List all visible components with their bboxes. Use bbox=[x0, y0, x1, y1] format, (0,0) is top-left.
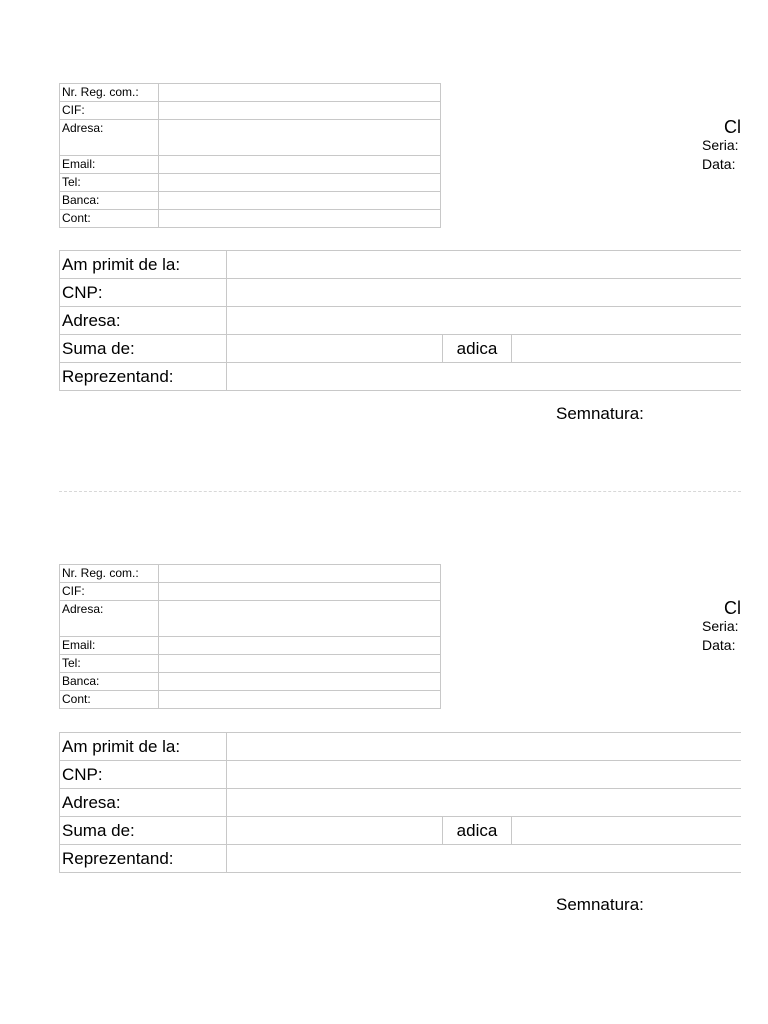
address-field[interactable] bbox=[227, 789, 742, 817]
representing-label: Reprezentand: bbox=[60, 845, 227, 873]
representing-label: Reprezentand: bbox=[60, 363, 227, 391]
adica-label: adica bbox=[443, 335, 512, 363]
sum-label: Suma de: bbox=[60, 335, 227, 363]
email-label: Email: bbox=[60, 637, 159, 655]
receipt-details-table bbox=[59, 250, 741, 391]
seria-label: Seria: bbox=[702, 618, 739, 634]
receipt-title: Cl bbox=[724, 598, 741, 618]
sum-label: Suma de: bbox=[60, 817, 227, 845]
receipt-title: Cl bbox=[724, 117, 741, 137]
company-address-label: Adresa: bbox=[60, 120, 159, 156]
tel-value[interactable] bbox=[159, 174, 441, 192]
company-address-value[interactable] bbox=[159, 601, 441, 637]
receipt-1 bbox=[0, 83, 768, 513]
reg-com-value[interactable] bbox=[159, 565, 441, 583]
banca-label: Banca: bbox=[60, 673, 159, 691]
reg-com-label: Nr. Reg. com.: bbox=[60, 84, 159, 102]
signature-label: Semnatura: bbox=[556, 895, 644, 914]
banca-value[interactable] bbox=[159, 673, 441, 691]
cnp-field[interactable] bbox=[227, 279, 742, 307]
adica-field[interactable] bbox=[512, 335, 742, 363]
representing-field[interactable] bbox=[227, 363, 742, 391]
email-value[interactable] bbox=[159, 156, 441, 174]
company-address-label: Adresa: bbox=[60, 601, 159, 637]
company-info-table bbox=[59, 564, 441, 709]
received-from-label: Am primit de la: bbox=[60, 733, 227, 761]
cont-value[interactable] bbox=[159, 210, 441, 228]
receipt-details-table bbox=[59, 732, 741, 873]
cnp-label: CNP: bbox=[60, 279, 227, 307]
cont-label: Cont: bbox=[60, 691, 159, 709]
email-value[interactable] bbox=[159, 637, 441, 655]
data-label: Data: bbox=[702, 637, 736, 653]
adica-field[interactable] bbox=[512, 817, 742, 845]
cif-label: CIF: bbox=[60, 102, 159, 120]
sum-field[interactable] bbox=[227, 335, 443, 363]
email-label: Email: bbox=[60, 156, 159, 174]
signature-label: Semnatura: bbox=[556, 404, 644, 423]
tel-label: Tel: bbox=[60, 174, 159, 192]
cif-value[interactable] bbox=[159, 102, 441, 120]
cont-value[interactable] bbox=[159, 691, 441, 709]
company-info-table bbox=[59, 83, 441, 228]
cnp-label: CNP: bbox=[60, 761, 227, 789]
address-label: Adresa: bbox=[60, 307, 227, 335]
adica-label: adica bbox=[443, 817, 512, 845]
representing-field[interactable] bbox=[227, 845, 742, 873]
data-label: Data: bbox=[702, 156, 736, 172]
address-label: Adresa: bbox=[60, 789, 227, 817]
banca-label: Banca: bbox=[60, 192, 159, 210]
received-from-field[interactable] bbox=[227, 251, 742, 279]
sum-field[interactable] bbox=[227, 817, 443, 845]
receipt-1-clip bbox=[0, 83, 741, 513]
receipt-2-clip bbox=[0, 564, 741, 994]
reg-com-value[interactable] bbox=[159, 84, 441, 102]
cif-label: CIF: bbox=[60, 583, 159, 601]
receipt-2 bbox=[0, 564, 768, 994]
cnp-field[interactable] bbox=[227, 761, 742, 789]
tel-label: Tel: bbox=[60, 655, 159, 673]
banca-value[interactable] bbox=[159, 192, 441, 210]
cif-value[interactable] bbox=[159, 583, 441, 601]
company-address-value[interactable] bbox=[159, 120, 441, 156]
cont-label: Cont: bbox=[60, 210, 159, 228]
address-field[interactable] bbox=[227, 307, 742, 335]
received-from-field[interactable] bbox=[227, 733, 742, 761]
cut-line-divider bbox=[59, 491, 741, 492]
seria-label: Seria: bbox=[702, 137, 739, 153]
tel-value[interactable] bbox=[159, 655, 441, 673]
received-from-label: Am primit de la: bbox=[60, 251, 227, 279]
reg-com-label: Nr. Reg. com.: bbox=[60, 565, 159, 583]
